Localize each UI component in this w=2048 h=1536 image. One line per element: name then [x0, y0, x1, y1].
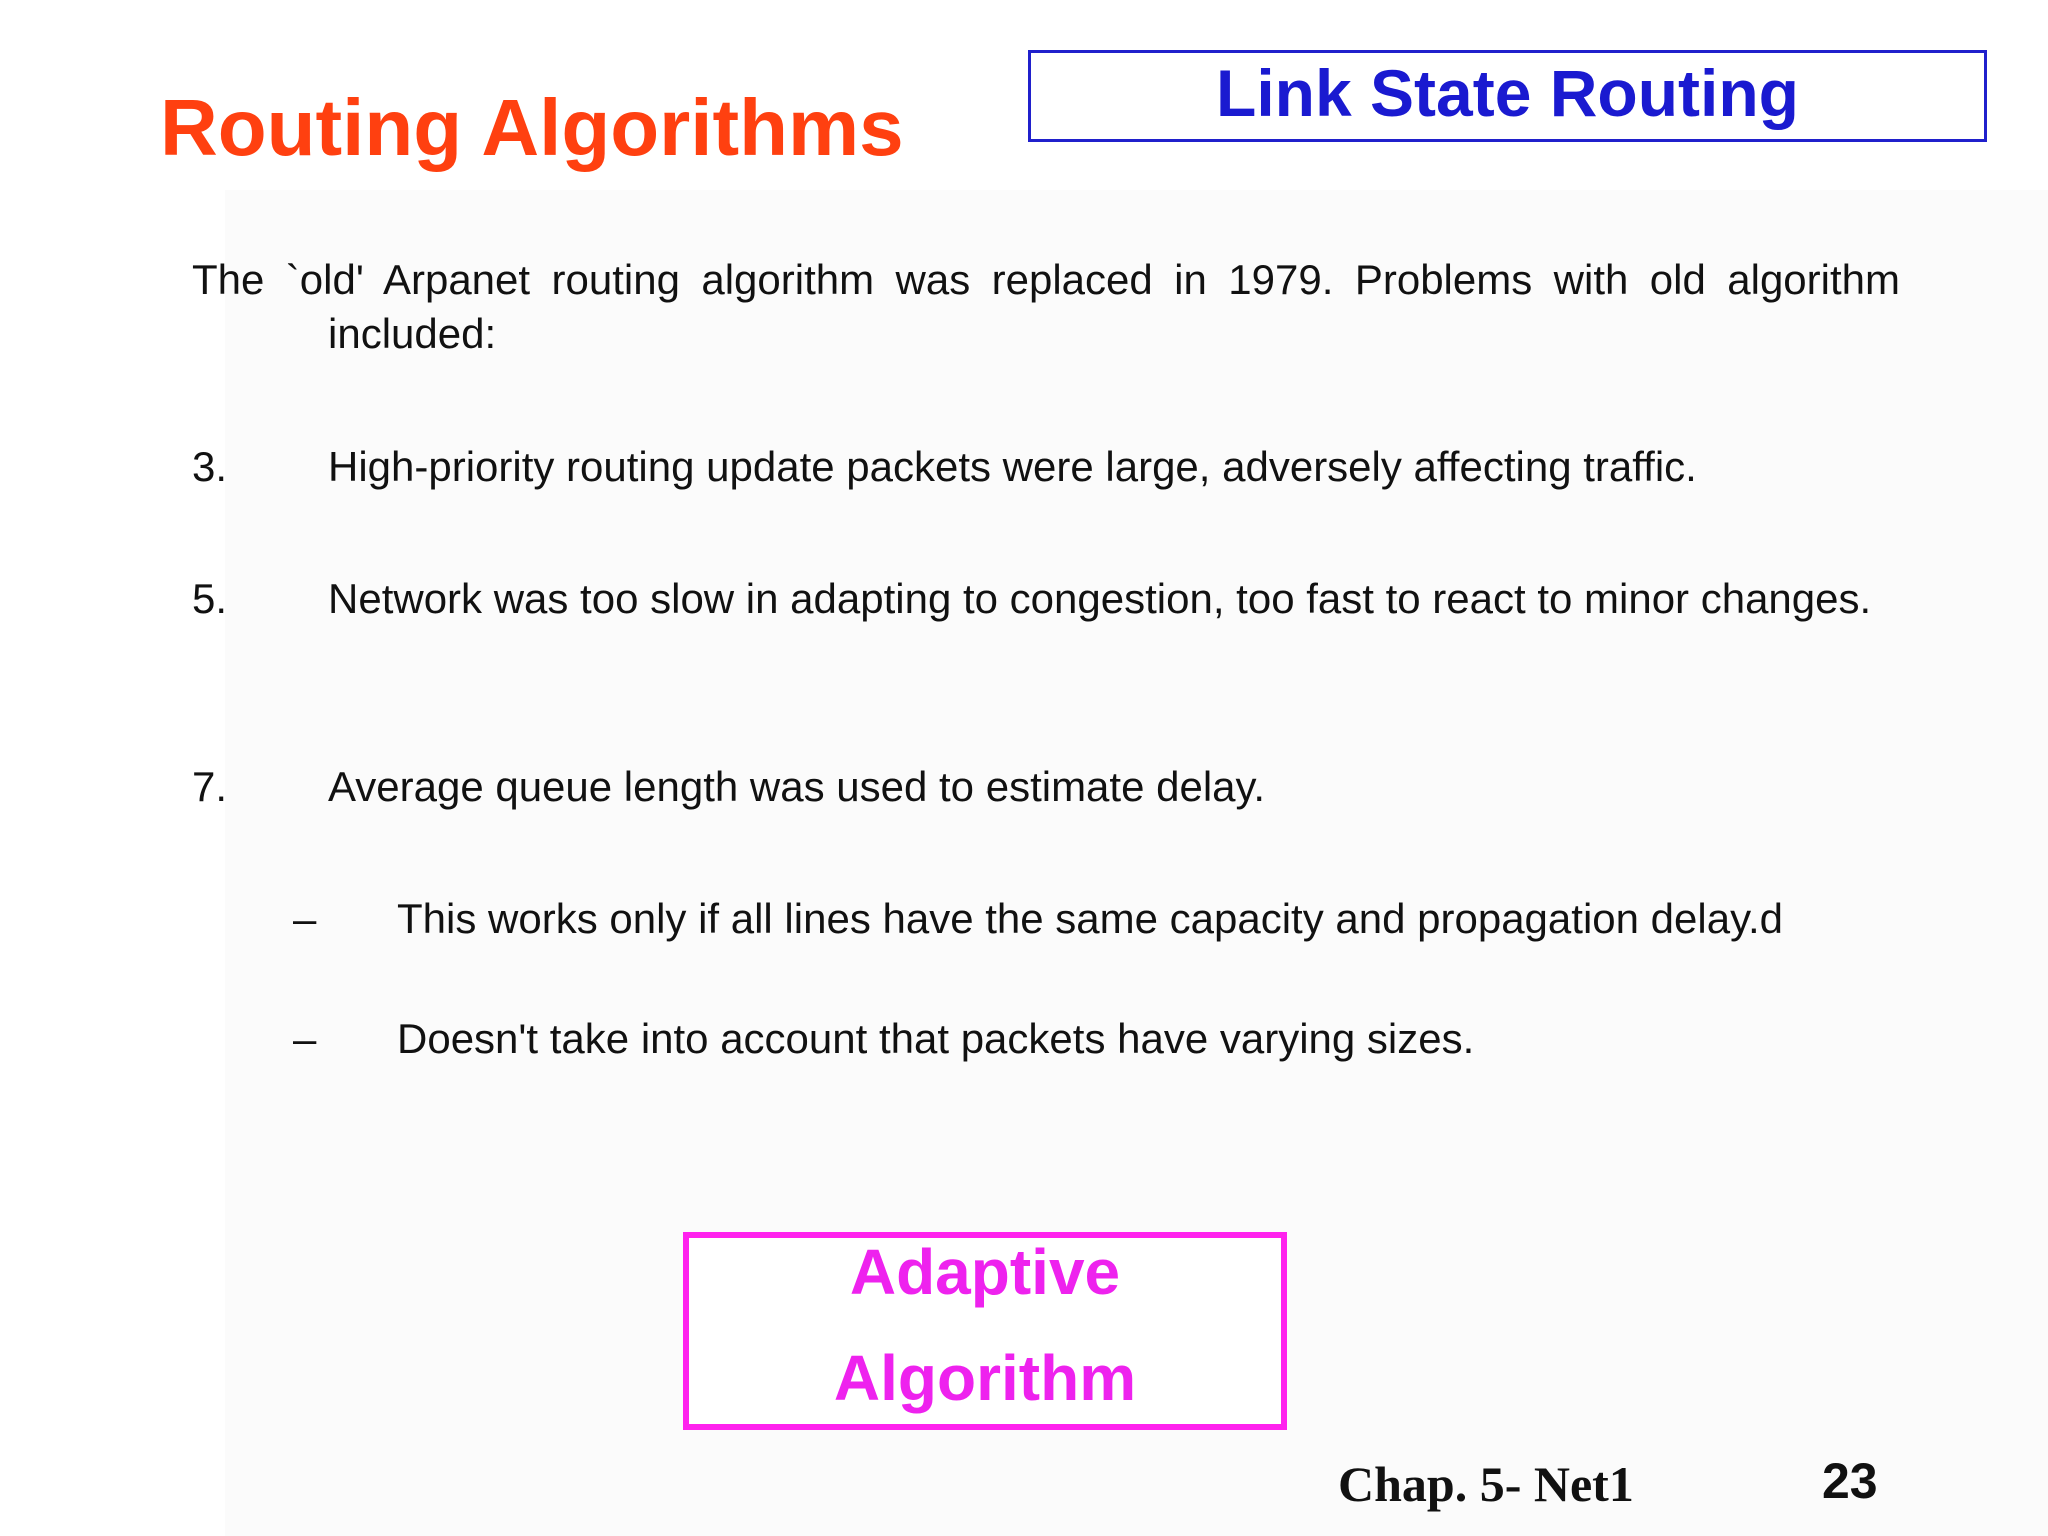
list-item-text: High-priority routing update packets were large, adversely affecting traffic. [328, 443, 1697, 490]
footer-chapter: Chap. 5- Net1 [1338, 1456, 1634, 1512]
topic-box [1028, 50, 1987, 142]
sub-list-item [293, 892, 1900, 946]
dash-bullet: – [293, 895, 317, 942]
list-item-text: Average queue length was used to estimate delay. [328, 763, 1266, 810]
sub-list-item-text: Doesn't take into account that packets have varying sizes. [397, 1015, 1475, 1062]
list-item-number: 5. [192, 575, 228, 622]
list-item [192, 760, 1900, 814]
sub-list-item-text: This works only if all lines have the same capacity and propagation delay.d [397, 895, 1783, 942]
adaptive-algorithm-callout [683, 1232, 1287, 1430]
list-item-number: 3. [192, 443, 228, 490]
list-item-number: 7. [192, 763, 228, 810]
callout-line-1: Adaptive [849, 1236, 1121, 1308]
slide-title: Routing Algorithms [160, 83, 904, 172]
list-item-text: Network was too slow in adapting to congestion, too fast to react to minor changes. [328, 575, 1872, 622]
topic-label: Link State Routing [1216, 56, 1799, 130]
intro-paragraph: The `old' Arpanet routing algorithm was replaced in 1979. Problems with old algorithm included: [192, 256, 1900, 357]
list-item [192, 440, 1900, 494]
page-number: 23 [1822, 1453, 1878, 1509]
list-item [192, 572, 1900, 626]
callout-line-2: Algorithm [833, 1342, 1137, 1414]
sub-list-item [293, 1012, 1900, 1066]
dash-bullet: – [293, 1015, 317, 1062]
